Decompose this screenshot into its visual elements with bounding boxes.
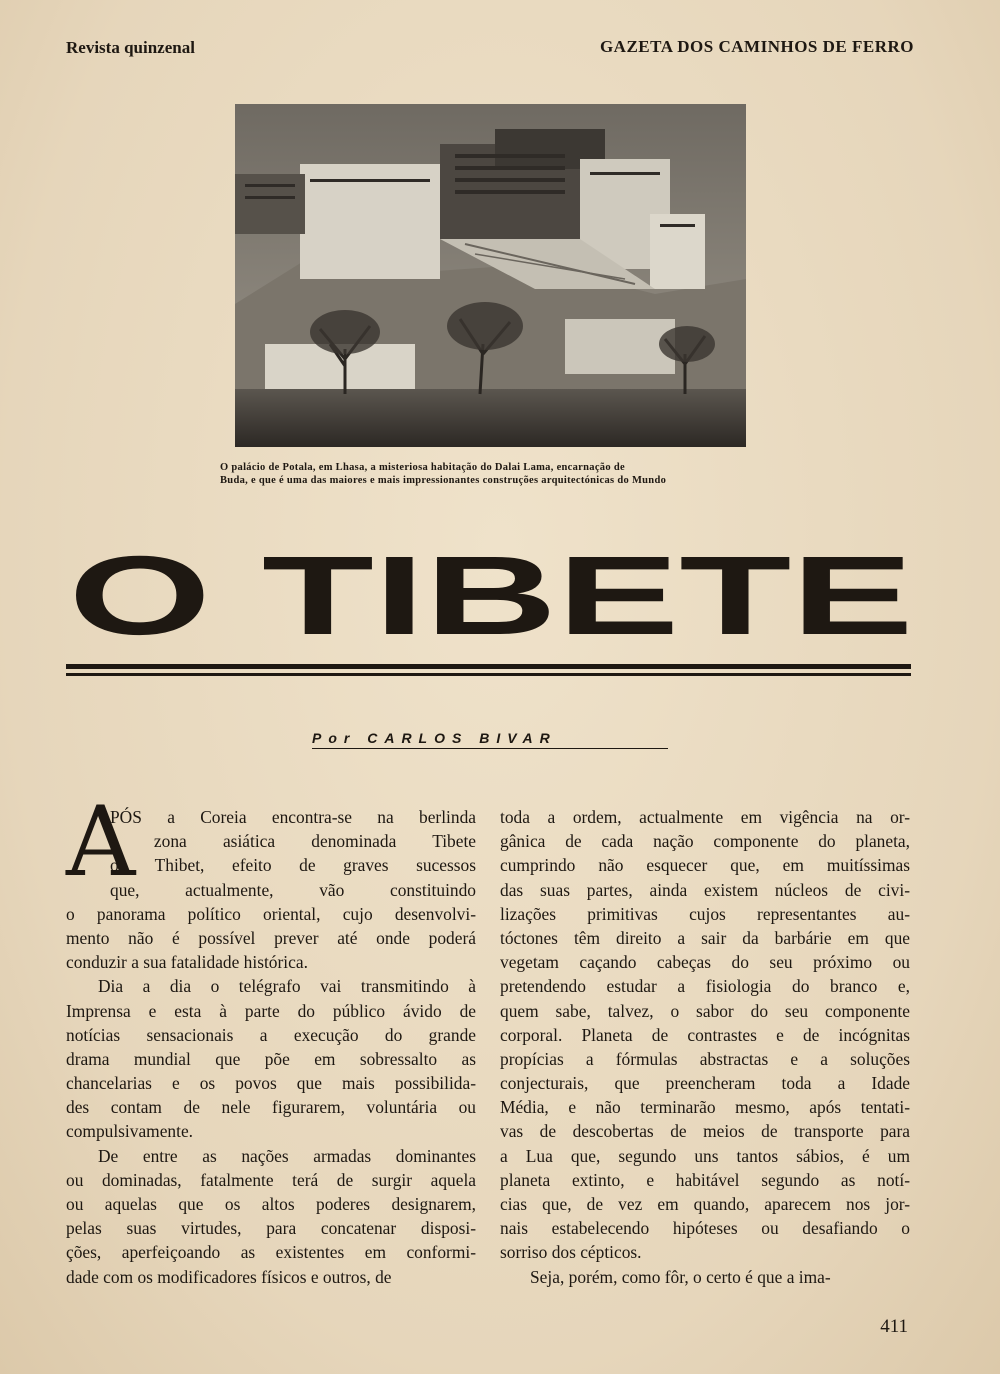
text-line: drama mundial que põe em sobressalto as [66, 1048, 476, 1069]
text-line: conjecturais, que preencheram toda a Idade [500, 1073, 910, 1094]
text-line: propícias a fórmulas abstractas e a soluções [500, 1048, 910, 1069]
text-line: das suas partes, ainda existem núcleos de civi- [500, 879, 910, 900]
header-right: GAZETA DOS CAMINHOS DE FERRO [599, 37, 914, 56]
column-right [500, 805, 910, 1289]
text-line: vegetam caçando cabeças do seu próximo ou [500, 952, 910, 973]
text-line: pretendendo estudar a fisiologia do branco e, [500, 976, 910, 997]
text-line: tóctones têm direito a sair da barbárie em que [500, 927, 910, 948]
text-line: vas de descobertas de meios de transporte para [500, 1121, 910, 1142]
text-line: Imprensa e esta à parte do público ávido de [66, 1000, 476, 1021]
text-line: gânica de cada nação componente do planeta, [500, 831, 910, 852]
page-number: 411 [880, 1316, 908, 1337]
text-line: ou dominadas, fatalmente terá de surgir aquela [66, 1169, 476, 1190]
text-line: quem sabe, talvez, o sabor do seu componente [500, 1000, 910, 1021]
text-line: PÓS a Coreia encontra-se na berlinda [110, 807, 476, 827]
author-byline: Por CARLOS BIVAR [312, 730, 668, 749]
text-line: lizações primitivas cujos representantes au- [500, 903, 910, 924]
text-line: Dia a dia o telégrafo vai transmitindo à [98, 976, 476, 997]
caption-line-1: O palácio de Potala, em Lhasa, a misteriosa habitação do Dalai Lama, encarnação de [220, 462, 625, 473]
text-line: pelas suas virtudes, para concatenar disposi- [66, 1218, 476, 1239]
text-line: ou Thibet, efeito de graves sucessos [110, 855, 476, 876]
text-line: a Lua que, segundo uns tantos sábios, é um [500, 1145, 910, 1166]
text-line: conduzir a sua fatalidade histórica. [66, 952, 308, 973]
text-line: ou aquelas que os altos poderes designarem, [66, 1194, 476, 1214]
text-line: De entre as nações armadas dominantes [98, 1145, 476, 1166]
header-left: Revista quinzenal [66, 38, 195, 57]
text-line: notícias sensacionais a execução do grande [66, 1024, 476, 1045]
text-line: Seja, porém, como fôr, o certo é que a ima- [530, 1266, 831, 1287]
text-line: o panorama político oriental, cujo desenvolvi- [66, 903, 476, 924]
text-line: dade com os modificadores físicos e outros, de [66, 1266, 392, 1287]
text-line: chancelarias e os povos que mais possibilida- [66, 1073, 476, 1094]
text-line: que, actualmente, vão constituindo [110, 879, 476, 900]
photo-caption [220, 461, 765, 487]
text-line: cias que, de vez em quando, aparecem nos jor- [500, 1194, 910, 1214]
text-line: planeta extinto, e habitável segundo as notí- [500, 1169, 910, 1190]
text-line: sorriso dos cépticos. [500, 1242, 642, 1263]
text-line: ções, aperfeiçoando as existentes em conformi- [66, 1242, 476, 1263]
title-rule-thick [66, 664, 911, 669]
article-title [66, 537, 916, 647]
text-line: compulsivamente. [66, 1121, 194, 1142]
text-line: toda a ordem, actualmente em vigência na or- [500, 807, 910, 827]
potala-palace-photo [235, 104, 746, 447]
text-line: a zona asiática denominada Tibete [110, 831, 476, 852]
drop-cap: A [66, 786, 136, 898]
text-line: mento não é possível prever até onde poderá [66, 927, 476, 948]
text-line: nais estabelecendo hipóteses ou desafiando o [500, 1218, 910, 1239]
text-line: corporal. Planeta de contrastes e de incógnitas [500, 1024, 910, 1045]
text-line: cumprindo não esquecer que, em muitíssimas [500, 855, 910, 876]
caption-line-2: Buda, e que é uma das maiores e mais impressionantes construções arquitectónicas do Mundo [220, 475, 667, 486]
title-rule-thin [66, 673, 911, 676]
title-text: O TIBETE [68, 537, 914, 647]
text-line: Média, e não terminarão mesmo, após tentati- [500, 1097, 910, 1118]
text-line: des contam de nele figurarem, voluntária ou [66, 1097, 476, 1118]
column-left [66, 805, 476, 1289]
